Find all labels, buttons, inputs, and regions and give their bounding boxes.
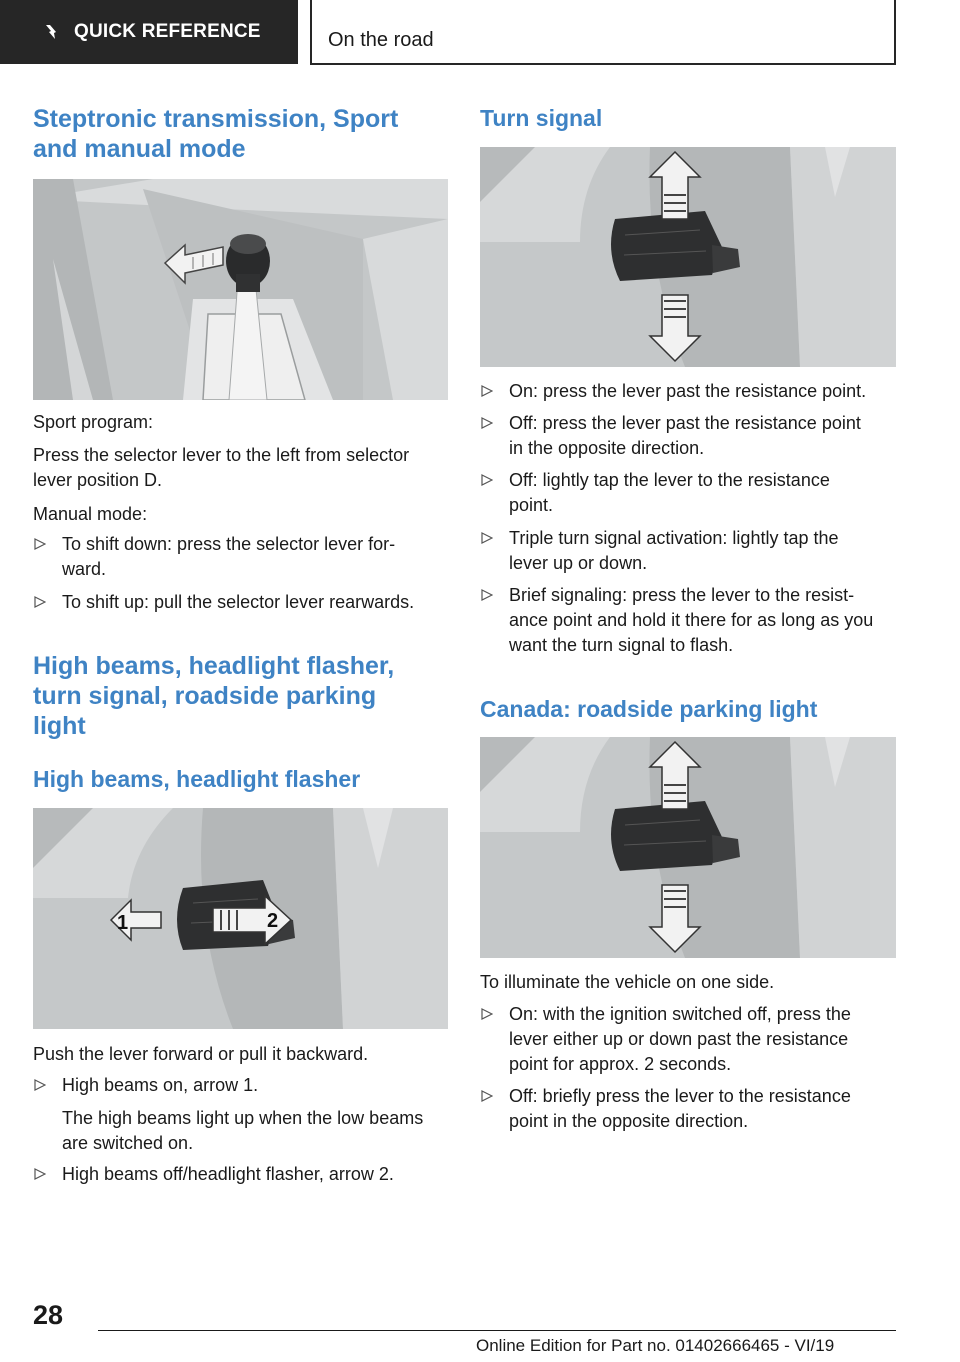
list-item [33, 1073, 448, 1156]
high-beams-figure [33, 808, 448, 1029]
list-item-line: ward. [62, 559, 107, 579]
list-item-line: point. [509, 495, 554, 515]
footer-divider [98, 1330, 896, 1331]
list-item-line: To shift down: press the selector lever for- [62, 534, 396, 554]
section-tab[interactable] [0, 0, 298, 64]
parking-light-figure [480, 737, 896, 958]
list-item-line: High beams off/headlight flasher, arrow 2. [62, 1164, 394, 1184]
list-item [33, 1162, 448, 1187]
list-item [480, 583, 896, 658]
arrow-1-label: 1 [117, 912, 129, 934]
page-number: 28 [33, 1300, 64, 1330]
list-item [480, 1002, 896, 1077]
list-item-line: On: press the lever past the resistance point. [509, 381, 867, 401]
list-item-line: lever either up or down past the resistance [509, 1029, 849, 1049]
list-item-note: The high beams light up when the low beams [62, 1108, 424, 1128]
chapter-header [310, 0, 896, 65]
steptronic-heading-line1: Steptronic transmission, Sport [33, 105, 399, 133]
list-item-line: point in the opposite direction. [509, 1111, 749, 1131]
triangle-right-icon [481, 532, 493, 544]
turn-signal-heading: Turn signal [480, 105, 603, 131]
list-item-line: On: with the ignition switched off, press the [509, 1004, 851, 1024]
section-tab-label: QUICK REFERENCE [74, 21, 261, 42]
list-item [480, 1084, 896, 1134]
list-item-line: point for approx. 2 seconds. [509, 1054, 732, 1074]
manual-label: Manual mode: [33, 504, 148, 524]
list-item-note: are switched on. [62, 1133, 194, 1153]
list-item-line: Triple turn signal activation: lightly tap the [509, 528, 839, 548]
high-beams-subheading: High beams, headlight flasher [33, 766, 361, 792]
footer-edition: Online Edition for Part no. 01402666465 - VI/19 [476, 1336, 835, 1355]
list-item [33, 532, 448, 582]
list-item-line: lever up or down. [509, 553, 648, 573]
turn-signal-figure [480, 147, 896, 367]
sport-text-line2: lever position D. [33, 470, 163, 490]
triangle-right-icon [34, 1079, 46, 1091]
triangle-right-icon [481, 385, 493, 397]
list-item [480, 379, 896, 404]
triangle-right-icon [481, 589, 493, 601]
list-item-line: Off: press the lever past the resistance point [509, 413, 861, 433]
arrow-2-label: 2 [267, 910, 279, 932]
canada-intro: To illuminate the vehicle on one side. [480, 972, 775, 992]
list-item [480, 468, 896, 518]
triangle-right-icon [34, 538, 46, 550]
steptronic-heading [33, 104, 398, 164]
flash-icon [42, 22, 62, 42]
list-item-line: Off: briefly press the lever to the resistance [509, 1086, 851, 1106]
beams-heading-line3: light [33, 712, 86, 740]
triangle-right-icon [481, 1008, 493, 1020]
triangle-right-icon [481, 1090, 493, 1102]
beams-intro: Push the lever forward or pull it backward. [33, 1044, 369, 1064]
list-item-line: want the turn signal to flash. [509, 635, 734, 655]
beams-heading [33, 651, 394, 741]
chapter-title: On the road [328, 29, 434, 51]
list-item [480, 411, 896, 461]
list-item [480, 526, 896, 576]
list-item-line: ance point and hold it there for as long as you [509, 610, 874, 630]
list-item [33, 590, 448, 615]
canada-heading: Canada: roadside parking light [480, 696, 818, 722]
beams-heading-line1: High beams, headlight flasher, [33, 652, 395, 680]
sport-text [33, 443, 448, 493]
beams-heading-line2: turn signal, roadside parking [33, 682, 377, 710]
steptronic-heading-line2: and manual mode [33, 135, 246, 163]
triangle-right-icon [34, 596, 46, 608]
sport-label: Sport program: [33, 412, 154, 432]
gear-selector-figure [33, 179, 448, 400]
list-item-line: Off: lightly tap the lever to the resistance [509, 470, 830, 490]
triangle-right-icon [34, 1168, 46, 1180]
list-item-line: High beams on, arrow 1. [62, 1075, 259, 1095]
sport-text-line1: Press the selector lever to the left from selector [33, 445, 410, 465]
triangle-right-icon [481, 417, 493, 429]
list-item-line: in the opposite direction. [509, 438, 705, 458]
triangle-right-icon [481, 474, 493, 486]
list-item-line: Brief signaling: press the lever to the resist- [509, 585, 855, 605]
list-item-line: To shift up: pull the selector lever rearwards. [62, 592, 415, 612]
